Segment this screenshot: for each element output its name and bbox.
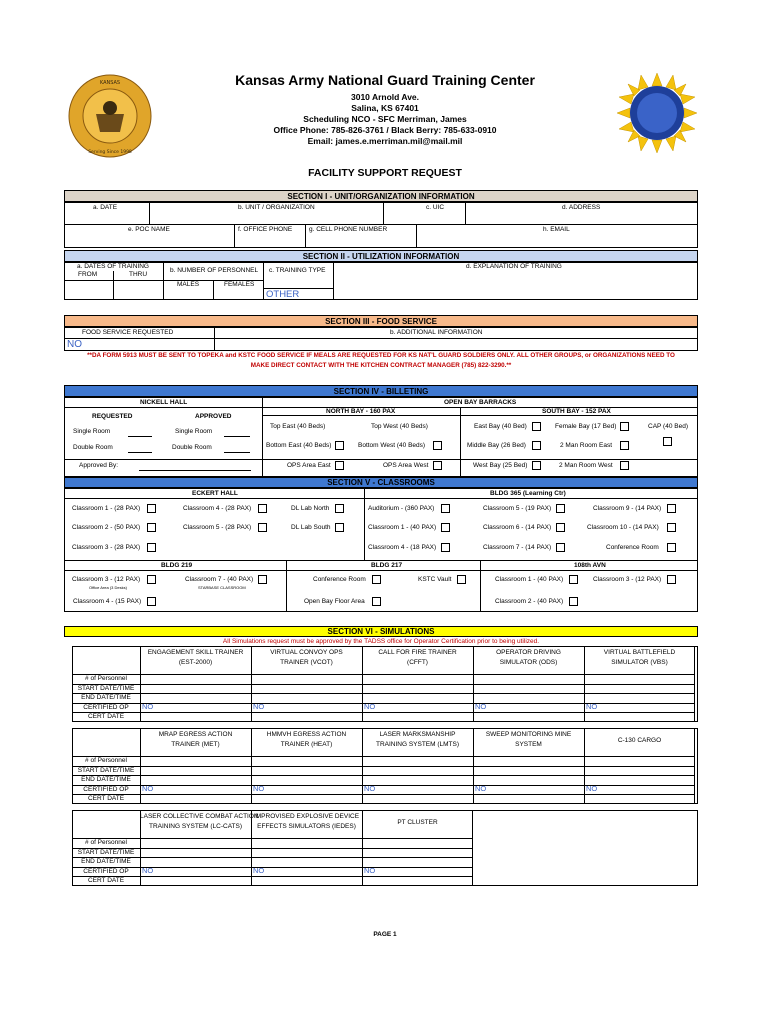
simulator-name: MRAP EGRESS ACTION <box>158 731 233 738</box>
lc-classroom-6: Classroom 6 - (14 PAX) <box>483 524 552 531</box>
room-top-west: Top West (40 Beds) <box>371 423 428 430</box>
office-area-note: Office Area (3 Desks) <box>89 585 127 590</box>
section-3-header: SECTION III - FOOD SERVICE <box>64 315 698 327</box>
certified-op-select[interactable]: NO <box>142 701 154 711</box>
starbase-note: STARBASE CLASSROOM <box>198 585 246 590</box>
certified-op-select[interactable]: NO <box>586 701 598 711</box>
avn-108th: 108th AVN <box>574 562 606 569</box>
section-4-header: SECTION IV - BILLETING <box>64 385 698 397</box>
header-city: Salina, KS 67401 <box>351 103 419 113</box>
simulator-name: CALL FOR FIRE TRAINER <box>378 649 457 656</box>
avn-classroom-2: Classroom 2 - (40 PAX) <box>495 598 564 605</box>
room-east-bay: East Bay (40 Bed) <box>474 423 527 430</box>
simulator-name: OPERATOR DRIVING <box>496 649 561 656</box>
simulator-code: (CFFT) <box>407 659 428 666</box>
food-note-1: **DA FORM 5913 MUST BE SENT TO TOPEKA and KSTC FOOD SERVICE IF MEALS ARE REQUESTED FOR KS NAT'L GUARD SOLDIERS ONLY. ALL OTHER GROUPS, or ORGANIZATIONS NEED TO <box>87 352 675 359</box>
row-label: START DATE/TIME <box>77 848 135 856</box>
b219-classroom-7-checkbox[interactable] <box>258 575 267 584</box>
lc-classroom-9: Classroom 9 - (14 PAX) <box>593 505 662 512</box>
ops-west-checkbox[interactable] <box>433 461 442 470</box>
room-middle-bay: Middle Bay (26 Bed) <box>467 442 526 449</box>
row-label: CERTIFIED OP <box>83 785 129 793</box>
requested-label: REQUESTED <box>92 413 133 420</box>
lc-classroom-1-checkbox[interactable] <box>441 523 450 532</box>
food-requested-label: FOOD SERVICE REQUESTED <box>82 329 174 336</box>
certified-op-select[interactable]: NO <box>253 865 265 875</box>
row-label: CERTIFIED OP <box>83 867 129 875</box>
lc-classroom-5: Classroom 5 - (19 PAX) <box>483 505 552 512</box>
avn-classroom-3-checkbox[interactable] <box>667 575 676 584</box>
simulator-name: LASER MARKSMANSHIP <box>379 731 456 738</box>
simulator-code: SIMULATOR (VBS) <box>611 659 668 666</box>
males-label: MALES <box>177 281 200 288</box>
simulator-code: TRAINING SYSTEM (LMTS) <box>375 741 460 748</box>
female-bay-checkbox[interactable] <box>620 422 629 431</box>
room-cap: CAP (40 Bed) <box>648 423 688 430</box>
thru-label: THRU <box>129 271 148 278</box>
simulator-code: TRAINER (VCOT) <box>280 659 333 666</box>
row-label: END DATE/TIME <box>81 776 131 784</box>
simulator-name: SWEEP MONITORING MINE <box>485 731 572 738</box>
simulator-name: HMMVH EGRESS ACTION <box>266 731 347 738</box>
eck-classroom-1-checkbox[interactable] <box>147 504 156 513</box>
single-room-appr: Single Room <box>175 428 213 435</box>
2man-west-checkbox[interactable] <box>620 461 629 470</box>
unit-label: b. UNIT / ORGANIZATION <box>238 204 315 211</box>
food-note-2: MAKE DIRECT CONTACT WITH THE KITCHEN CONTRACT MANAGER (785) 822-3290.** <box>250 362 512 369</box>
uic-label: c. UIC <box>426 204 445 211</box>
single-room-req-line[interactable] <box>128 436 152 437</box>
auditorium-checkbox[interactable] <box>441 504 450 513</box>
kstc-vault-checkbox[interactable] <box>457 575 466 584</box>
approved-label: APPROVED <box>195 413 232 420</box>
lc-classroom-1: Classroom 1 - (40 PAX) <box>368 524 437 531</box>
b217-conference: Conference Room <box>313 576 366 583</box>
kstc-vault: KSTC Vault <box>418 576 452 583</box>
simulator-code: EFFECTS SIMULATORS (IEDES) <box>257 823 356 830</box>
b219-classroom-3-checkbox[interactable] <box>147 575 156 584</box>
simulator-header-3-2 <box>251 812 362 832</box>
certified-op-select[interactable]: NO <box>142 865 154 875</box>
double-room-appr-line[interactable] <box>224 452 250 453</box>
simulator-code: (EST-2000) <box>178 659 213 666</box>
females-label: FEMALES <box>224 281 255 288</box>
eck-classroom-4: Classroom 4 - (28 PAX) <box>183 505 252 512</box>
simulator-code: TRAINER (MET) <box>171 741 220 748</box>
bldg-365: BLDG 365 (Learning Ctr) <box>490 490 566 497</box>
section-6-header: SECTION VI - SIMULATIONS <box>64 626 698 637</box>
room-ops-west: OPS Area West <box>383 462 429 469</box>
double-room-appr: Double Room <box>172 444 212 451</box>
office-phone-label: f. OFFICE PHONE <box>238 226 293 233</box>
certified-op-select[interactable]: NO <box>475 783 487 793</box>
b219-classroom-7: Classroom 7 - (40 PAX) <box>185 576 254 583</box>
auditorium: Auditorium - (360 PAX) <box>368 505 435 512</box>
middle-bay-checkbox[interactable] <box>532 441 541 450</box>
row-label: START DATE/TIME <box>77 684 135 692</box>
simulator-code: SIMULATOR (ODS) <box>499 659 558 666</box>
bottom-east-checkbox[interactable] <box>335 441 344 450</box>
eck-classroom-5: Classroom 5 - (28 PAX) <box>183 524 252 531</box>
simulator-name: VIRTUAL BATTLEFIELD <box>603 649 676 656</box>
lc-classroom-4: Classroom 4 - (18 PAX) <box>368 544 437 551</box>
simulator-header-3-1 <box>140 812 259 832</box>
from-label: FROM <box>78 271 98 278</box>
simulator-header-1-4 <box>473 648 584 668</box>
simulator-header-2-3 <box>362 730 473 750</box>
eck-classroom-2: Classroom 2 - (50 PAX) <box>72 524 141 531</box>
poc-label: e. POC NAME <box>128 226 170 233</box>
simulator-name: LASER COLLECTIVE COMBAT ACTION <box>140 813 259 820</box>
row-label: # of Personnel <box>85 675 127 682</box>
simulator-header-2-1 <box>140 730 251 750</box>
unit-input[interactable] <box>150 212 382 223</box>
simulation-note: All Simulations request must be approved by the TADSS office for Operator Certification prior to being utilized. <box>222 638 540 645</box>
lc-classroom-10-checkbox[interactable] <box>667 523 676 532</box>
ops-east-checkbox[interactable] <box>335 461 344 470</box>
room-female-bay: Female Bay (17 Bed) <box>555 423 617 430</box>
certified-op-select[interactable]: NO <box>253 783 265 793</box>
email-input[interactable] <box>417 235 697 247</box>
header-scheduler: Scheduling NCO - SFC Merriman, James <box>303 114 467 124</box>
certified-op-select[interactable]: NO <box>142 783 154 793</box>
simulator-header-2-2 <box>251 730 362 750</box>
approved-by-label: Approved By: <box>79 462 119 469</box>
simulator-code: TRAINING SYSTEM (LC-CATS) <box>148 823 243 830</box>
nickell-hall: NICKELL HALL <box>140 399 188 406</box>
b217-conference-checkbox[interactable] <box>372 575 381 584</box>
simulator-name: IMPROVISED EXPLOSIVE DEVICE <box>253 813 360 820</box>
row-label: END DATE/TIME <box>81 694 131 702</box>
section-1-header: SECTION I - UNIT/ORGANIZATION INFORMATION <box>64 190 698 202</box>
eck-classroom-2-checkbox[interactable] <box>147 523 156 532</box>
certified-op-select[interactable]: NO <box>475 701 487 711</box>
explanation-label: d. EXPLANATION OF TRAINING <box>466 263 562 270</box>
open-bay-barracks: OPEN BAY BARRACKS <box>444 399 517 406</box>
south-bay: SOUTH BAY - 152 PAX <box>542 408 611 415</box>
certified-op-select[interactable]: NO <box>253 701 265 711</box>
row-label: CERTIFIED OP <box>83 703 129 711</box>
double-room-req: Double Room <box>73 444 113 451</box>
lc-classroom-10: Classroom 10 - (14 PAX) <box>587 524 659 531</box>
simulator-header-1-2 <box>251 648 362 668</box>
single-room-appr-line[interactable] <box>224 436 250 437</box>
simulator-header-2-4 <box>473 730 584 750</box>
dl-lab-north-checkbox[interactable] <box>335 504 344 513</box>
bldg-219: BLDG 219 <box>161 562 193 569</box>
certified-op-select[interactable]: NO <box>364 701 376 711</box>
row-label: CERT DATE <box>87 877 125 885</box>
b219-classroom-4-checkbox[interactable] <box>147 597 156 606</box>
simulator-name: ENGAGEMENT SKILL TRAINER <box>147 649 244 656</box>
lc-classroom-9-checkbox[interactable] <box>667 504 676 513</box>
single-room-req: Single Room <box>73 428 111 435</box>
b219-classroom-4: Classroom 4 - (15 PAX) <box>73 598 142 605</box>
west-bay-checkbox[interactable] <box>532 461 541 470</box>
lc-classroom-5-checkbox[interactable] <box>556 504 565 513</box>
row-label: END DATE/TIME <box>81 858 131 866</box>
section-2-grid <box>64 262 698 300</box>
simulator-header-1-1 <box>140 648 251 668</box>
row-label: CERT DATE <box>87 795 125 803</box>
avn-classroom-3: Classroom 3 - (12 PAX) <box>593 576 662 583</box>
simulator-header-2-5 <box>584 736 695 746</box>
bldg-217: BLDG 217 <box>371 562 403 569</box>
avn-classroom-2-checkbox[interactable] <box>569 597 578 606</box>
room-bottom-west: Bottom West (40 Beds) <box>358 442 426 449</box>
simulator-header-3-3 <box>362 818 473 828</box>
section-5-header: SECTION V - CLASSROOMS <box>64 477 698 488</box>
personnel-label: b. NUMBER OF PERSONNEL <box>170 267 259 274</box>
header-email: Email: james.e.merriman.mil@mail.mil <box>307 136 463 146</box>
training-type-label: c. TRAINING TYPE <box>269 267 326 274</box>
certified-op-select[interactable]: NO <box>364 783 376 793</box>
dl-lab-south: DL Lab South <box>291 524 331 531</box>
food-info-label: b. ADDITIONAL INFORMATION <box>390 329 483 336</box>
logo-bottom-text: Serving Since 1998 <box>88 150 132 155</box>
form-title: FACILITY SUPPORT REQUEST <box>308 167 462 179</box>
eck-classroom-4-checkbox[interactable] <box>258 504 267 513</box>
date-label: a. DATE <box>93 204 118 211</box>
avn-classroom-1-checkbox[interactable] <box>569 575 578 584</box>
simulator-name: C-130 CARGO <box>617 737 662 744</box>
lc-classroom-6-checkbox[interactable] <box>556 523 565 532</box>
b219-classroom-3: Classroom 3 - (12 PAX) <box>72 576 141 583</box>
header-title: Kansas Army National Guard Training Center <box>235 72 535 88</box>
room-top-east: Top East (40 Beds) <box>270 423 326 430</box>
lc-classroom-7-checkbox[interactable] <box>556 543 565 552</box>
address-label: d. ADDRESS <box>562 204 601 211</box>
page-number: PAGE 1 <box>373 931 397 938</box>
dates-label: a. DATES OF TRAINING <box>77 263 149 270</box>
header-address: 3010 Arnold Ave. <box>350 92 420 102</box>
bottom-west-checkbox[interactable] <box>433 441 442 450</box>
open-bay-floor: Open Bay Floor Area <box>304 598 365 605</box>
logo-ring-text: KANSAS <box>99 80 121 86</box>
north-bay: NORTH BAY - 160 PAX <box>326 408 396 415</box>
lc-classroom-7: Classroom 7 - (14 PAX) <box>483 544 552 551</box>
row-label: # of Personnel <box>85 839 127 846</box>
certified-op-select[interactable]: NO <box>586 783 598 793</box>
east-bay-checkbox[interactable] <box>532 422 541 431</box>
eck-classroom-1: Classroom 1 - (28 PAX) <box>72 505 141 512</box>
lc-conference-room: Conference Room <box>606 544 659 551</box>
email-label: h. EMAIL <box>543 226 570 233</box>
room-ops-east: OPS Area East <box>287 462 331 469</box>
cell-label: g. CELL PHONE NUMBER <box>309 226 388 233</box>
row-label: CERT DATE <box>87 713 125 721</box>
simulator-code: TRAINER (HEAT) <box>280 741 333 748</box>
section-2-header: SECTION II - UTILIZATION INFORMATION <box>64 250 698 262</box>
room-west-bay: West Bay (25 Bed) <box>473 462 528 469</box>
simulator-name: PT CLUSTER <box>397 819 438 826</box>
room-2man-east: 2 Man Room East <box>560 442 613 449</box>
avn-classroom-1: Classroom 1 - (40 PAX) <box>495 576 564 583</box>
lc-conference-checkbox[interactable] <box>667 543 676 552</box>
room-2man-west: 2 Man Room West <box>559 462 613 469</box>
approved-by-line[interactable] <box>139 470 251 471</box>
row-label: START DATE/TIME <box>77 766 135 774</box>
training-type-select[interactable]: OTHER <box>266 289 300 300</box>
2man-east-checkbox[interactable] <box>620 441 629 450</box>
eck-classroom-3-checkbox[interactable] <box>147 543 156 552</box>
eck-classroom-3: Classroom 3 - (28 PAX) <box>72 544 141 551</box>
lc-classroom-4-checkbox[interactable] <box>441 543 450 552</box>
eck-classroom-5-checkbox[interactable] <box>258 523 267 532</box>
certified-op-select[interactable]: NO <box>364 865 376 875</box>
simulator-header-1-5 <box>584 648 695 668</box>
header-phones: Office Phone: 785-826-3761 / Black Berry: 785-633-0910 <box>273 125 497 135</box>
double-room-req-line[interactable] <box>128 452 152 453</box>
row-label: # of Personnel <box>85 757 127 764</box>
dl-lab-north: DL Lab North <box>291 505 330 512</box>
simulator-header-1-3 <box>362 648 473 668</box>
simulator-code: SYSTEM <box>515 741 542 748</box>
cap-checkbox[interactable] <box>663 437 672 446</box>
simulator-name: VIRTUAL CONVOY OPS <box>270 649 343 656</box>
eckert-hall: ECKERT HALL <box>192 490 238 497</box>
room-bottom-east: Bottom East (40 Beds) <box>266 442 332 449</box>
dl-lab-south-checkbox[interactable] <box>335 523 344 532</box>
food-service-select[interactable]: NO <box>67 339 82 350</box>
open-bay-floor-checkbox[interactable] <box>372 597 381 606</box>
